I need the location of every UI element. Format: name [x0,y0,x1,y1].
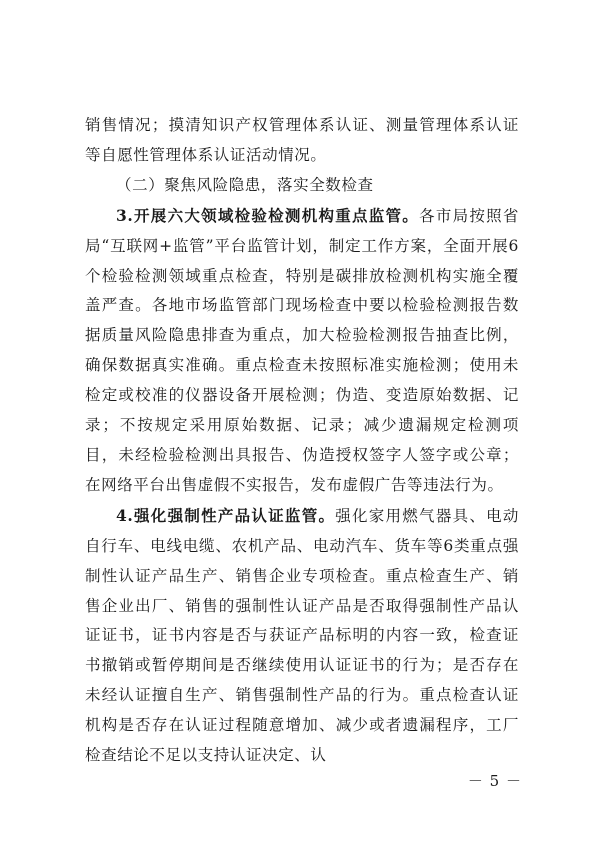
item-3-body: 各市局按照省局“互联网+监管”平台监管计划，制定工作方案，全面开展6个检验检测领域重点检查，特别是碳排放检测机构实施全覆盖严查。各地市场监管部门现场检查中要以检验检测报告数据质量风险隐患排查为重点，加大检验检测报告抽查比例，确保数据真实准确。重点检查未按照标准实施检测；使用未检定或校准的仪器设备开展检测；伪造、变造原始数据、记录；不按规定采用原始数据、记录；减少遗漏规定检测项目，未经检验检测出具报告、伪造授权签字人签字或公章；在网络平台出售虚假不实报告，发布虚假广告等违法行为。 [85,206,519,494]
document-body [85,111,519,771]
paragraph-item-3 [85,201,519,501]
item-3-title: 3.开展六大领域检验检测机构重点监管。 [116,205,420,225]
item-4-body: 强化家用燃气器具、电动自行车、电线电缆、农机产品、电动汽车、货车等6类重点强制性认证产品生产、销售企业专项检查。重点检查生产、销售企业出厂、销售的强制性认证产品是否取得强制性产品认证证书，证书内容是否与获证产品标明的内容一致，检查证书撤销或暂停期间是否继续使用认证证书的行为；是否存在未经认证擅自生产、销售强制性产品的行为。重点检查认证机构是否存在认证过程随意增加、减少或者遗漏程序，工厂检查结论不足以支持认证决定、认 [85,506,519,765]
paragraph-item-4 [85,501,519,771]
page-number: － 5 － [467,772,522,790]
section-heading: （二）聚焦风险隐患，落实全数检查 [116,175,374,194]
paragraph-continuation: 销售情况；摸清知识产权管理体系认证、测量管理体系认证等自愿性管理体系认证活动情况。 [85,116,519,164]
item-4-title: 4.强化强制性产品认证监管。 [116,505,336,525]
